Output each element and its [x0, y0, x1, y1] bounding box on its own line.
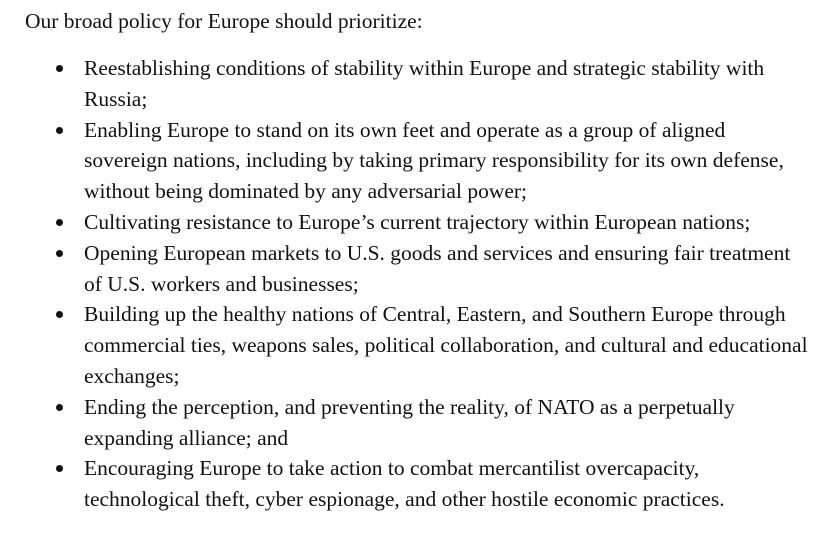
intro-paragraph: Our broad policy for Europe should prioritize:	[25, 9, 423, 33]
bullet-icon	[56, 65, 63, 72]
bullet-icon	[56, 311, 63, 318]
list-item-text: Reestablishing conditions of stability within Europe and strategic stability with Russia;	[84, 56, 765, 111]
list-item	[0, 238, 809, 300]
bullet-list	[0, 53, 833, 515]
list-item	[0, 392, 809, 454]
list-item-text: Opening European markets to U.S. goods and services and ensuring fair treatment of U.S. workers and businesses;	[84, 240, 791, 296]
list-item	[0, 453, 809, 515]
list-item-text: Building up the healthy nations of Central, Eastern, and Southern Europe through commercial ties, weapons sales, political collaboration, and cultural and educational exchanges;	[84, 302, 808, 388]
list-item	[0, 115, 809, 207]
bullet-icon	[56, 219, 63, 226]
list-item-text: Ending the perception, and preventing the reality, of NATO as a perpetually expanding alliance; and	[84, 394, 735, 450]
list-item-text: Cultivating resistance to Europe’s current trajectory within European nations;	[84, 209, 751, 234]
list-item	[0, 207, 809, 238]
bullet-icon	[56, 127, 63, 134]
list-item-text: Encouraging Europe to take action to combat mercantilist overcapacity, technological theft, cyber espionage, and other hostile economic practices.	[84, 456, 725, 512]
list-item	[0, 53, 809, 115]
bullet-icon	[56, 250, 63, 257]
bullet-icon	[56, 465, 63, 472]
bullet-icon	[56, 404, 63, 411]
list-item	[0, 299, 809, 391]
list-item-text: Enabling Europe to stand on its own feet and operate as a group of aligned sovereign nations, including by taking primary responsibility for its own defense, without being dominated by any adversarial power;	[84, 117, 784, 204]
